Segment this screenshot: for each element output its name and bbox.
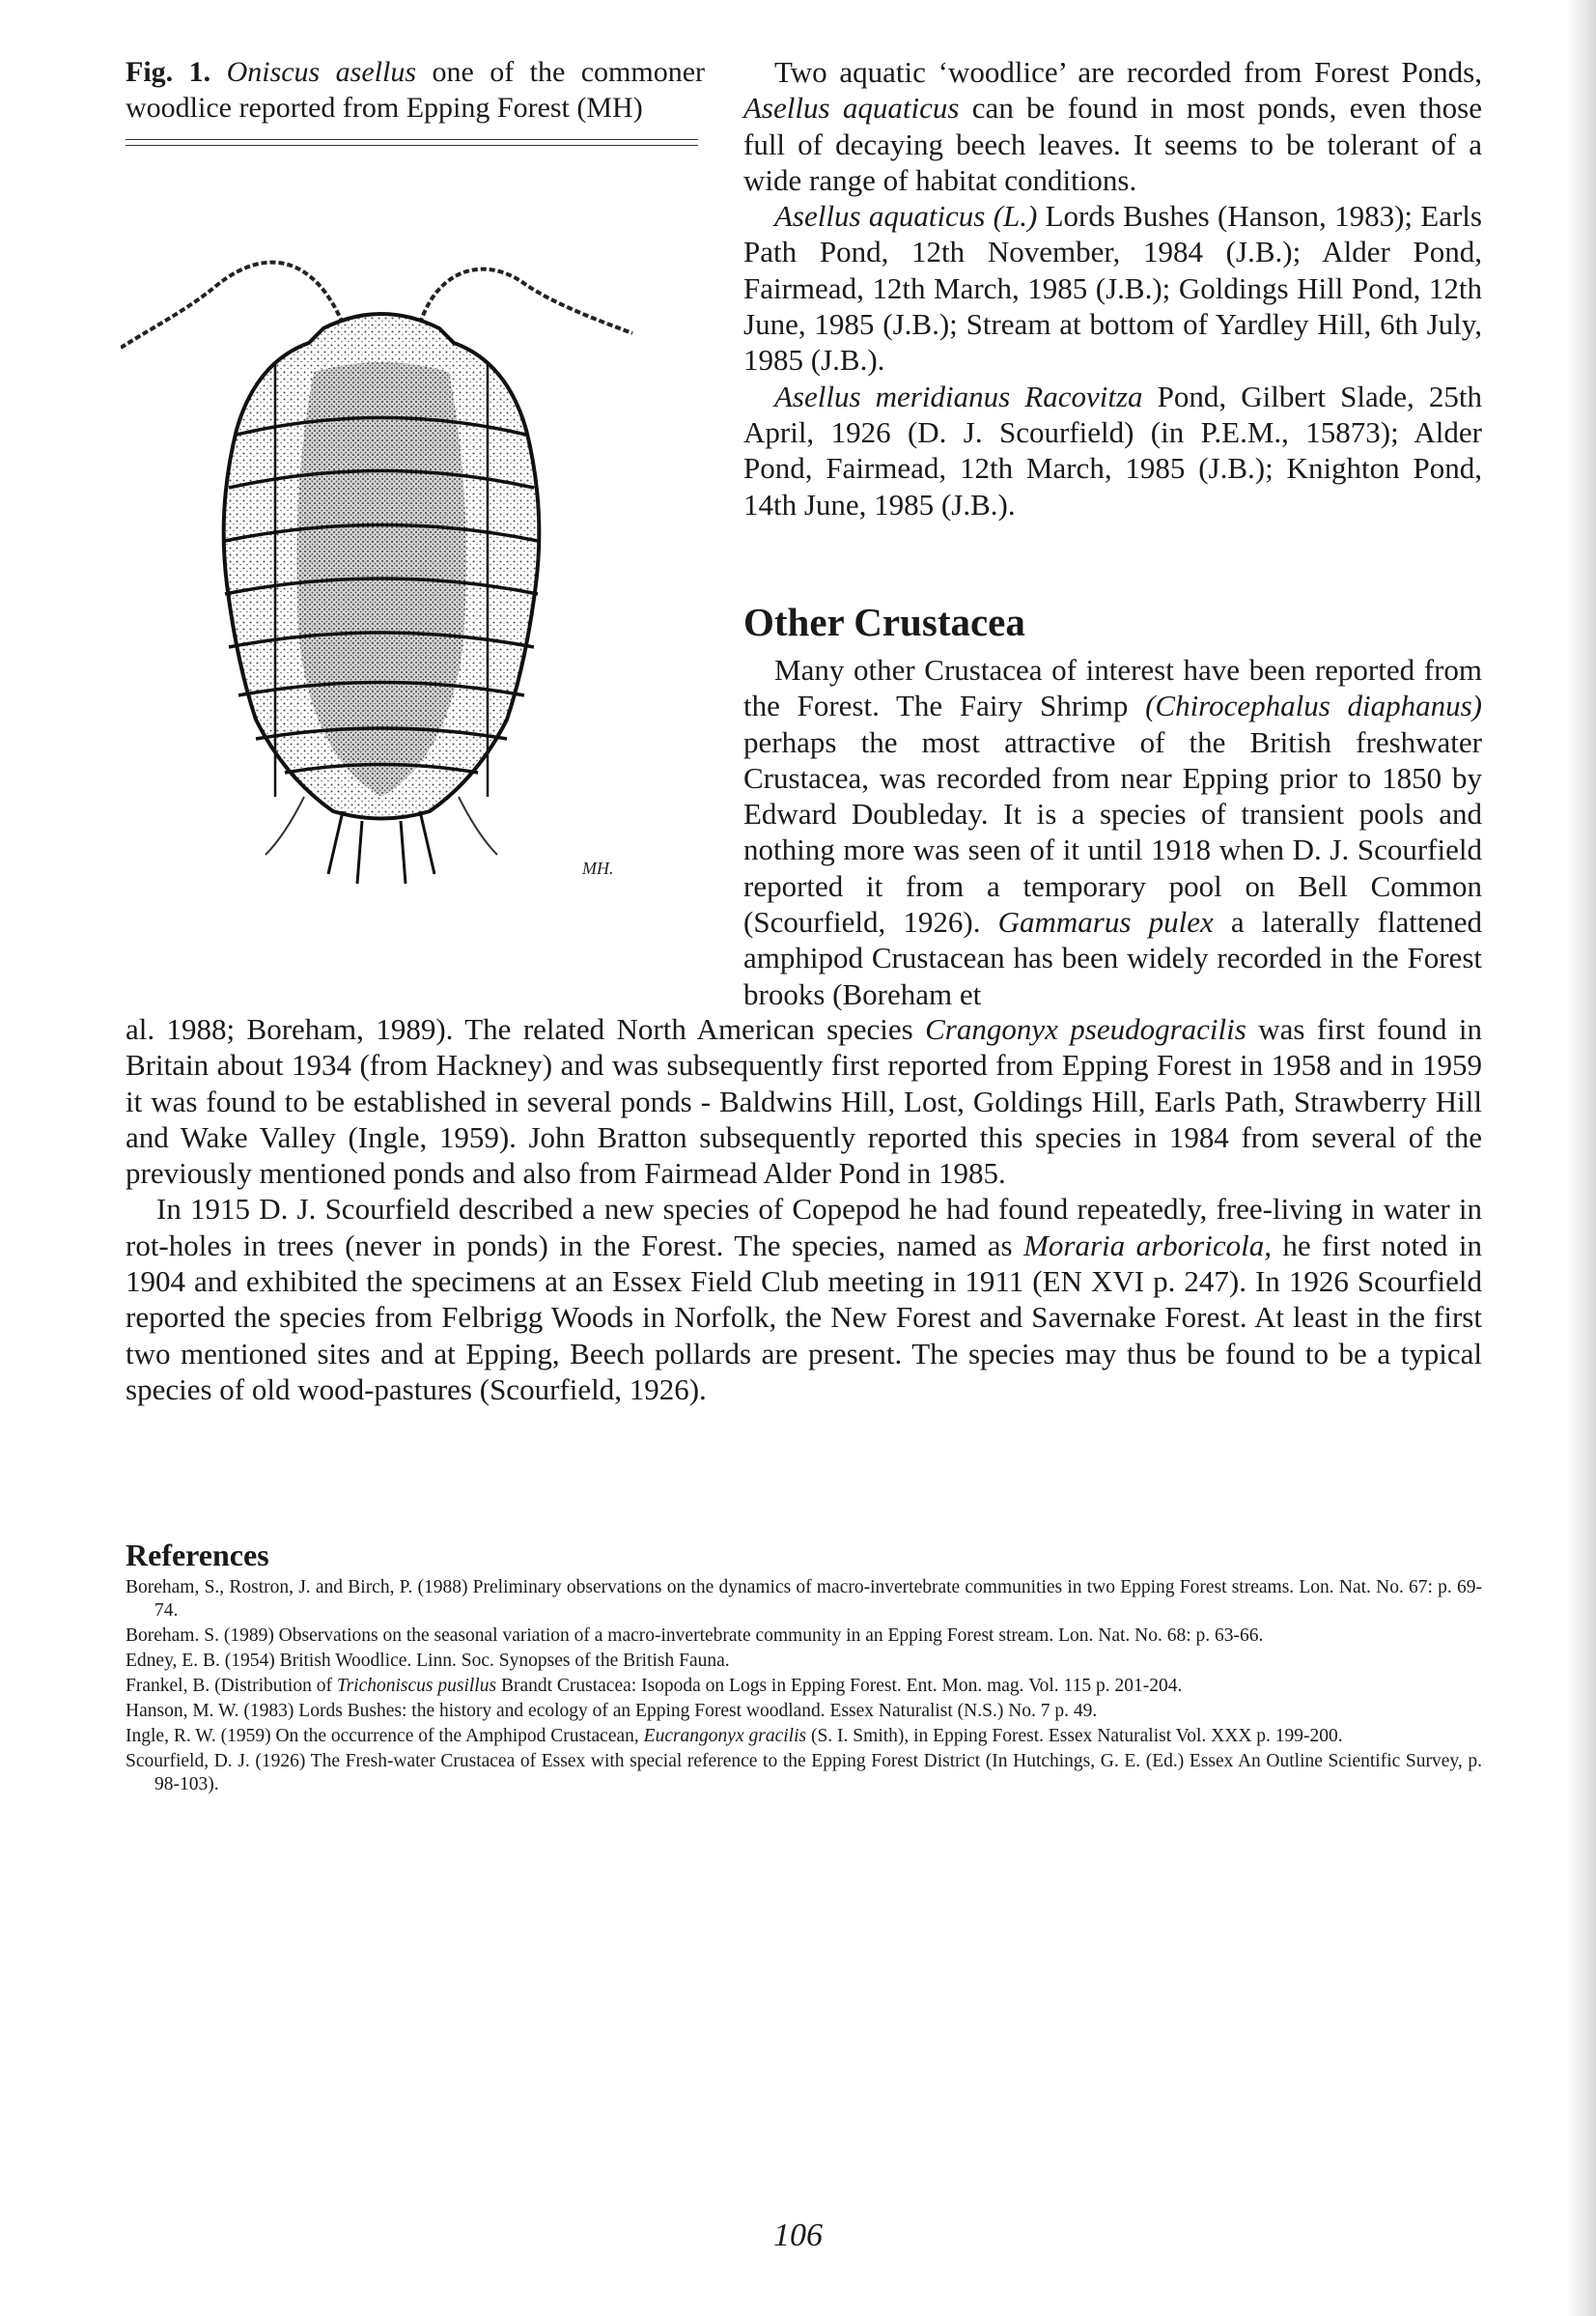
other-crustacea-full-width-part xyxy=(126,1011,1482,1407)
artist-initials: MH. xyxy=(582,859,614,878)
asellus-intro-paragraph xyxy=(743,54,1482,198)
aquaticus-name: Asellus aquaticus (L.) xyxy=(774,199,1038,234)
reference-text: Brandt Crustacea: Isopoda on Logs in Epping Forest. Ent. Mon. mag. Vol. 115 p. 201-204. xyxy=(496,1676,1183,1696)
reference-species: Trichoniscus pusillus xyxy=(336,1676,497,1696)
meridianus-records: Pond, Gilbert Slade, 25th April, 1926 (D. J. Scourfield) (in P.E.M., 15873); Alder Pond, Fairmead, 12th March, 1985 (J.B.); Knighton Pond, 14th June, 1985 (J.B.). xyxy=(743,379,1482,522)
aquaticus-records-paragraph xyxy=(743,198,1482,378)
p1-species-crangonyx: Crangonyx pseudogracilis xyxy=(925,1012,1246,1046)
aquaticus-records: Lords Bushes (Hanson, 1983); Earls Path Pond, 12th November, 1984 (J.B.); Alder Pond, Fairmead, 12th March, 1985 (J.B.); Goldings Hill Pond, 12th June, 1985 (J.B.); Stream at bottom of Yardley Hill, 6th July, 1985 (J.B.). xyxy=(743,199,1482,378)
figure-caption-species: Oniscus asellus xyxy=(226,56,417,88)
reference-item xyxy=(126,1675,1482,1698)
woodlouse-illustration xyxy=(121,256,700,990)
meridianus-name: Asellus meridianus Racovitza xyxy=(774,379,1143,413)
other-crustacea-paragraph-1b xyxy=(126,1011,1482,1191)
p1-text-c: a laterally flattened amphipod Crustacean has been widely recorded in the Forest brooks (Boreham et xyxy=(743,905,1482,1011)
p1-text-b: perhaps the most attractive of the British freshwater Crustacea, was recorded from near Epping prior to 1850 by Edward Doubleday. It is a species of transient pools and nothing more was seen of it until 1918 when D. J. Scourfield reported it from a temporary pool on Bell Common (Scourfield, 1926). xyxy=(743,724,1482,940)
reference-species: Eucrangonyx gracilis xyxy=(643,1726,807,1746)
meridianus-records-paragraph xyxy=(743,379,1482,523)
reference-text: Ingle, R. W. (1959) On the occurrence of the Amphipod Crustacean, xyxy=(126,1726,644,1746)
reference-text: (S. I. Smith), in Epping Forest. Essex Naturalist Vol. XXX p. 199-200. xyxy=(806,1726,1343,1746)
reference-item: Boreham. S. (1989) Observations on the seasonal variation of a macro-invertebrate community in an Epping Forest stream. Lon. Nat. No. 68: p. 63-66. xyxy=(126,1625,1264,1646)
p1-text-a: Many other Crustacea of interest have been reported from the Forest. The Fairy Shrimp xyxy=(743,653,1482,723)
other-crustacea-heading: Other Crustacea xyxy=(743,600,1025,644)
reference-item xyxy=(126,1725,1482,1748)
figure-label: Fig. 1. xyxy=(126,56,211,88)
references-heading: References xyxy=(126,1538,269,1572)
other-crustacea-paragraph-1a xyxy=(743,652,1482,1012)
p2-species-moraria: Moraria arboricola, xyxy=(1023,1228,1272,1262)
figure-caption-block xyxy=(126,54,705,146)
p1-text-d: al. 1988; Boreham, 1989). The related North American species xyxy=(126,1012,926,1046)
p2-text-b: he first noted in 1904 and exhibited the specimens at an Essex Field Club meeting in 1911 (EN XVI p. 247). In 1926 Scourfield reported the species from Felbrigg Woods in Norfolk, the New Forest and Savernake Forest. At least in the first two mentioned sites and at Epping, Beech pollards are present. The species may thus be found to be a typical species of old wood-pastures (Scourfield, 1926). xyxy=(126,1228,1482,1406)
p1-text-e: was first found in Britain about 1934 (from Hackney) and was subsequently first reported from Epping Forest in 1958 and in 1959 it was found to be established in several ponds - Baldwins Hill, Lost, Goldings Hill, Earls Path, Strawberry Hill and Wake Valley (Ingle, 1959). John Bratton subsequently reported this species in 1984 from several of the previously mentioned ponds and also from Fairmead Alder Pond in 1985. xyxy=(126,1012,1482,1191)
caption-double-rule xyxy=(126,139,698,146)
asellus-intro-species: Asellus aquaticus xyxy=(743,91,960,126)
page-number: 106 xyxy=(773,2217,823,2253)
p1-species-chirocephalus: (Chirocephalus diaphanus) xyxy=(1145,689,1482,723)
reference-item: Hanson, M. W. (1983) Lords Bushes: the history and ecology of an Epping Forest woodland. Essex Naturalist (N.S.) No. 7 p. 49. xyxy=(126,1701,1098,1721)
reference-item: Scourfield, D. J. (1926) The Fresh-water Crustacea of Essex with special reference to the Epping Forest District (In Hutchings, G. E. (Ed.) Essex An Outline Scientific Survey, p. 98-103). xyxy=(126,1751,1482,1794)
asellus-section xyxy=(743,54,1482,523)
p1-species-gammarus: Gammarus pulex xyxy=(997,905,1214,940)
figure-caption-text: one of the commoner woodlice reported from Epping Forest (MH) xyxy=(126,56,706,124)
references-list xyxy=(126,1576,1482,1798)
reference-item: Edney, E. B. (1954) British Woodlice. Linn. Soc. Synopses of the British Fauna. xyxy=(126,1651,730,1671)
p2-text-a: In 1915 D. J. Scourfield described a new species of Copepod he had found repeatedly, free-living in water in rot-holes in trees (never in ponds) in the Forest. The species, named as xyxy=(126,1192,1482,1262)
figure-caption xyxy=(126,54,705,126)
reference-text: Frankel, B. (Distribution of xyxy=(126,1676,337,1696)
asellus-intro-text-a: Two aquatic ‘woodlice’ are recorded from Forest Ponds, xyxy=(774,55,1482,89)
other-crustacea-paragraph-2 xyxy=(126,1191,1482,1407)
asellus-intro-text-b: can be found in most ponds, even those full of decaying beech leaves. It seems to be tolerant of a wide range of habitat conditions. xyxy=(743,91,1482,197)
reference-item: Boreham, S., Rostron, J. and Birch, P. (1988) Preliminary observations on the dynamics of macro-invertebrate communities in two Epping Forest streams. Lon. Nat. No. 67: p. 69-74. xyxy=(126,1577,1482,1621)
page-edge-shadow xyxy=(1567,0,1596,2316)
other-crustacea-column-part xyxy=(743,652,1482,1012)
